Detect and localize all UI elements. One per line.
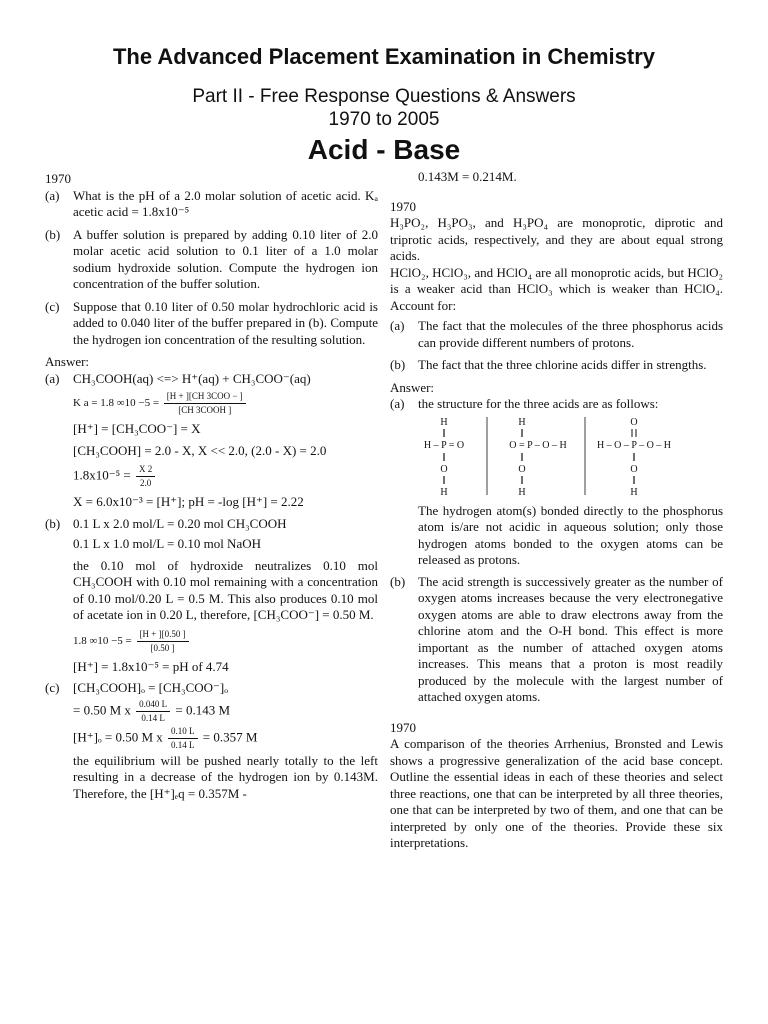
struct3-top-atom: O (630, 416, 638, 428)
answer-line: 0.1 L x 2.0 mol/L = 0.20 mol CH₃COOH (73, 515, 287, 531)
struct1-oxygen: O (440, 463, 448, 475)
answer-line (45, 699, 378, 724)
item-text: The fact that the molecules of the three phosphorus acids can provide different numbers of protons. (418, 318, 723, 350)
struct1-main-chain: H – P = O (423, 439, 465, 451)
struct1-bottom-atom: H (440, 486, 448, 497)
left-column (45, 169, 378, 807)
eq-lhs: 1.8 ∞10 −5 = (73, 634, 132, 647)
ka-lhs: K a = 1.8 ∞10 −5 = (73, 397, 160, 410)
phosphorus-acid-structures (418, 415, 723, 497)
fraction-denominator: 0.14 L (171, 739, 195, 750)
answer-line (45, 726, 378, 751)
buffer-expression (45, 629, 378, 654)
eq-lhs: = 0.50 M x (73, 701, 131, 717)
fraction-denominator: 2.0 (139, 478, 152, 488)
question-b (45, 227, 378, 293)
question-paragraph: HClO₂, HClO₃, and HClO₄ are all monoprotic acids, but HClO₂ is a weaker acid than HClO₃ which is weaker than HClO₄. Account for: (390, 264, 723, 313)
struct2-bottom-atom: H (518, 486, 526, 497)
answer-b (45, 516, 378, 533)
answer-continuation: 0.143M = 0.214M. (418, 169, 517, 184)
question-a (45, 188, 378, 221)
answer-line: [CH₃COOH] = 2.0 - X, X << 2.0, (2.0 - X) = 2.0 (73, 442, 327, 458)
answer-paragraph: The hydrogen atom(s) bonded directly to the phosphorus atom is/are not acidic in aqueous solution; only those hydrogen atoms bonded to the oxygen atoms can be released as protons. (418, 502, 723, 567)
fraction-numerator: 0.10 L (168, 726, 198, 739)
eq-lhs: [H⁺]ₒ = 0.50 M x (73, 728, 163, 744)
question-year: 1970 (390, 719, 416, 735)
fraction-numerator: X 2 (136, 464, 155, 477)
item-label: (a) (390, 396, 405, 411)
question-paragraph: A comparison of the theories Arrhenius, Bronsted and Lewis shows a progressive generalization of the acid base concept. Outline the essential ideas in each of these theories and select three reactions, one that can be interpreted by all three theories, one that can be interpreted by two of them, and one that can be interpreted by only one of the theories. Provide these six interpretations. (390, 736, 723, 850)
fraction-denominator: [0.50 ] (150, 642, 175, 653)
ka-numerator: [H + ][CH 3COO − ] (164, 391, 246, 404)
struct3-bottom-atom: H (630, 486, 638, 497)
answer-line: 0.1 L x 1.0 mol/L = 0.10 mol NaOH (73, 536, 261, 551)
struct2-oxygen: O (518, 463, 526, 475)
answer-a (45, 371, 378, 388)
dilution-fraction-1 (136, 699, 170, 724)
topic-heading: Acid - Base (307, 134, 461, 165)
answer-line: [H⁺] = [CH₃COO⁻] = X (73, 421, 201, 436)
answer-heading: Answer: (45, 354, 90, 369)
answer-paragraph: the equilibrium will be pushed nearly totally to the left resulting in a decrease of the hydrogen ion by 0.143M. Therefore, the [H⁺]ₑq = 0.357M - (73, 752, 378, 801)
item-label: (b) (390, 357, 406, 372)
answer-c (45, 680, 378, 697)
question-paragraph: H₃PO₂, H₃PO₃, and H₃PO₄ are monoprotic, diprotic and triprotic acids, respectively, and they are about equal strong acids. (390, 215, 723, 263)
answer-line: [H⁺] = 1.8x10⁻⁵ = pH of 4.74 (73, 658, 229, 674)
item-text: A buffer solution is prepared by adding 0.10 liter of 2.0 molar acetic acid solution to 0.1 liter of a 1.0 molar sodium hydroxide solution. Compute the hydrogen ion concentration of the buffer solution. (73, 226, 378, 291)
fraction-denominator: 0.14 L (141, 712, 165, 723)
fraction-numerator: [H + ][0.50 ] (137, 629, 189, 642)
question-b (390, 357, 723, 374)
answer-a (390, 396, 723, 413)
ka-expression (45, 391, 378, 416)
eq-rhs: = 0.357 M (202, 728, 258, 744)
ka-fraction (164, 391, 246, 416)
answer-b (390, 574, 723, 706)
eq-rhs: = 0.143 M (175, 701, 231, 717)
document-years: 1970 to 2005 (328, 109, 440, 130)
dilution-fraction-2 (168, 726, 198, 751)
item-label: (b) (390, 573, 406, 589)
fraction-numerator: 0.040 L (136, 699, 170, 712)
ka-denominator: [CH 3COOH ] (178, 405, 232, 415)
structure-diagram (388, 415, 724, 497)
item-text: the structure for the three acids are as follows: (418, 396, 659, 411)
right-column (390, 169, 723, 852)
document-subtitle: Part II - Free Response Questions & Answers (192, 86, 576, 107)
struct3-main-chain: H – O – P – O – H (596, 439, 672, 451)
struct2-main-chain: O = P – O – H (509, 439, 567, 451)
item-label: (c) (45, 298, 60, 314)
buffer-fraction (137, 629, 189, 654)
question-year: 1970 (390, 198, 416, 214)
item-label: (a) (390, 318, 405, 333)
item-label: (b) (45, 515, 61, 531)
item-label: (b) (45, 226, 61, 242)
answer-heading: Answer: (390, 379, 435, 395)
answer-line: X = 6.0x10⁻³ = [H⁺]; pH = -log [H⁺] = 2.22 (73, 494, 304, 509)
question-c (45, 299, 378, 349)
question-year: 1970 (45, 171, 71, 186)
item-label: (a) (45, 370, 60, 386)
item-text: The acid strength is successively greater as the number of oxygen atoms increases because the very electronegative oxygen atoms are able to draw electrons away from the chlorine atom and the O-H bond. This effect is more important as the number of attached oxygen atoms increases. This means that a proton is most readily produced by the molecule with the largest number of attached oxygen atoms. (418, 573, 723, 704)
struct1-top-atom: H (440, 416, 448, 428)
item-label: (a) (45, 187, 60, 203)
item-text: What is the pH of a 2.0 molar solution of acetic acid. Kₐ acetic acid = 1.8x10⁻⁵ (73, 187, 378, 219)
answer-line: [CH₃COOH]ₒ = [CH₃COO⁻]ₒ (73, 680, 228, 695)
x-squared-fraction (136, 464, 155, 489)
struct2-top-atom: H (518, 416, 526, 428)
item-text: Suppose that 0.10 liter of 0.50 molar hydrochloric acid is added to 0.040 liter of the buffer prepared in (b). Compute the hydrogen ion concentration of the resulting solution. (73, 298, 378, 347)
answer-paragraph: the 0.10 mol of hydroxide neutralizes 0.10 mol CH₃COOH with 0.10 mol remaining with a concentration of 0.10 mol/0.20 L = 0.5 M. This also produces 0.10 mol of acetate ion in 0.20 L, therefore, [CH₃COO⁻] = 0.50 M. (73, 557, 378, 622)
eq-lhs: 1.8x10⁻⁵ = (73, 467, 131, 483)
document-title: The Advanced Placement Examination in Chemistry (112, 44, 655, 69)
item-text: The fact that the three chlorine acids differ in strengths. (418, 357, 707, 372)
struct3-oxygen: O (630, 463, 638, 475)
question-a (390, 318, 723, 351)
answer-line (45, 464, 378, 489)
item-label: (c) (45, 680, 60, 695)
equilibrium-equation: CH₃COOH(aq) <=> H⁺(aq) + CH₃COO⁻(aq) (73, 370, 311, 386)
